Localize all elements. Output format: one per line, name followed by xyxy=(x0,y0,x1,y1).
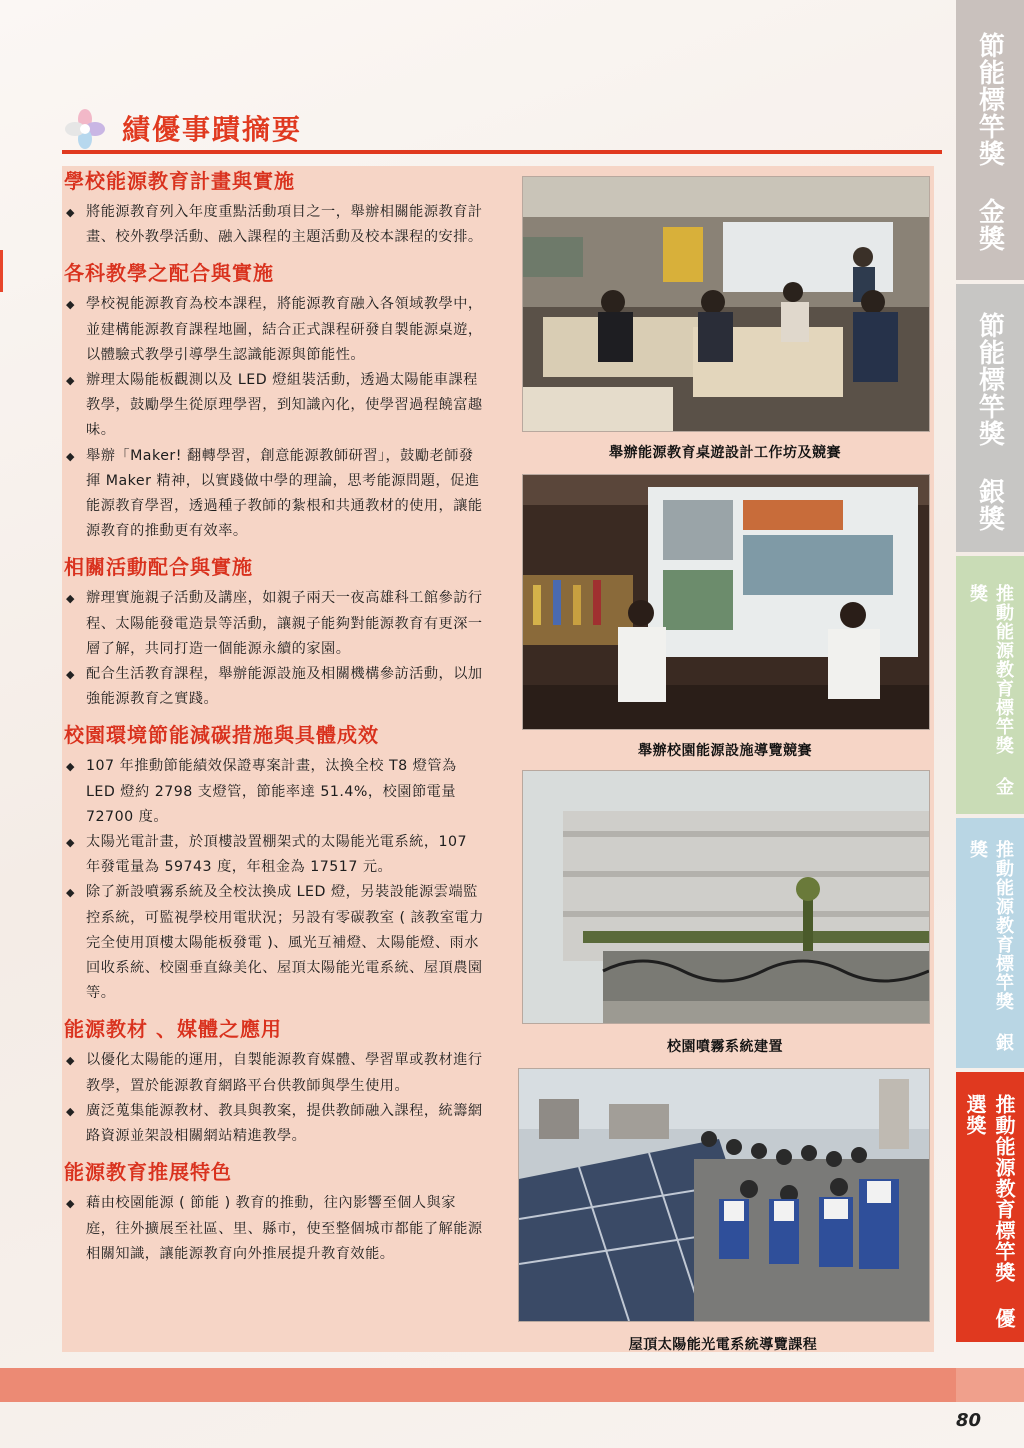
photo-mist-system xyxy=(522,770,930,1024)
bullet-list xyxy=(64,292,484,544)
achievements-text xyxy=(64,168,484,1277)
photo-presentation xyxy=(522,474,930,730)
section-title: 學校能源教育計畫與實施 xyxy=(64,169,295,193)
bullet-item: ◆ 舉辦「Maker! 翻轉學習，創意能源教師研習」，鼓勵老師發揮 Maker 精神，以實踐做中學的理論，思考能源問題，促進能源教育學習，透過種子教師的紮根和共通教材的使用，讓能源教育的推動更有效率。 xyxy=(64,444,484,545)
side-tab-label: 推動能源教育標竿獎 金獎 xyxy=(967,584,1014,796)
bullet-list xyxy=(64,1048,484,1149)
side-tab-education-benchmark-merit[interactable] xyxy=(956,1072,1024,1342)
side-tab-label: 節能標竿獎 銀獎 xyxy=(974,312,1005,532)
side-tab-education-benchmark-silver[interactable] xyxy=(956,818,1024,1068)
side-tab-label: 節能標竿獎 金獎 xyxy=(974,32,1005,252)
side-tab-energy-benchmark-gold[interactable] xyxy=(956,0,1024,280)
bullet-item: ◆ 配合生活教育課程，舉辦能源設施及相關機構參訪活動，以加強能源教育之實踐。 xyxy=(64,662,484,712)
footer-bar-accent xyxy=(0,1368,956,1402)
side-tab-energy-benchmark-silver[interactable] xyxy=(956,284,1024,552)
side-tab-label: 推動能源教育標竿獎 銀獎 xyxy=(967,840,1014,1052)
section-header xyxy=(62,100,942,158)
section-title: 能源教材 、媒體之應用 xyxy=(64,1017,282,1042)
photo-caption: 舉辦校園能源設施導覽競賽 xyxy=(638,743,812,759)
photo-caption: 舉辦能源教育桌遊設計工作坊及競賽 xyxy=(609,445,841,461)
bullet-item: ◆ 以優化太陽能的運用，自製能源教育媒體、學習單或教材進行教學，置於能源教育網路平台供教師與學生使用。 xyxy=(64,1048,484,1098)
edge-marker xyxy=(0,250,3,292)
photo-workshop xyxy=(522,176,930,432)
photo-caption: 屋頂太陽能光電系統導覽課程 xyxy=(628,1337,818,1353)
bullet-item: ◆ 廣泛蒐集能源教材、教具與教案，提供教師融入課程，統籌網路資源並架設相關網站精進教學。 xyxy=(64,1099,484,1149)
photo-caption: 校園噴霧系統建置 xyxy=(667,1039,783,1055)
bullet-item: ◆ 將能源教育列入年度重點活動項目之一，舉辦相關能源教育計畫、校外教學活動、融入課程的主題活動及校本課程的安排。 xyxy=(64,200,484,250)
flower-logo-icon xyxy=(62,106,108,152)
photo-rooftop-solar xyxy=(518,1068,930,1322)
section-title: 校園環境節能減碳措施與具體成效 xyxy=(64,723,379,748)
section-title: 各科教學之配合與實施 xyxy=(64,261,274,286)
page-title: 績優事蹟摘要 xyxy=(122,113,303,146)
page-number: 80 xyxy=(956,1410,982,1431)
section-title: 相關活動配合與實施 xyxy=(64,555,253,580)
bullet-list xyxy=(64,200,484,250)
bullet-item: ◆ 除了新設噴霧系統及全校汰換成 LED 燈，另裝設能源雲端監控系統，可監視學校用電狀況；另設有零碳教室 ( 該教室電力完全使用頂樓太陽能板發電 )、風光互補燈、太陽能燈、雨水回收系統、校園垂直綠美化、屋頂太陽能光電系統、屋頂農園等。 xyxy=(64,880,484,1006)
side-tab-label: 推動能源教育標竿獎 優選獎 xyxy=(963,1094,1016,1329)
title-underline xyxy=(62,150,942,154)
side-tab-education-benchmark-gold[interactable] xyxy=(956,556,1024,814)
bullet-list xyxy=(64,1191,484,1267)
bullet-item: ◆ 學校視能源教育為校本課程，將能源教育融入各領域教學中，並建構能源教育課程地圖，結合正式課程研發自製能源桌遊，以體驗式教學引導學生認識能源與節能性。 xyxy=(64,292,484,368)
bullet-list xyxy=(64,754,484,1006)
bullet-list xyxy=(64,586,484,712)
section-title: 能源教育推展特色 xyxy=(64,1160,232,1185)
bullet-item: ◆ 辦理太陽能板觀測以及 LED 燈組裝活動，透過太陽能車課程教學，鼓勵學生從原理學習，到知識內化，使學習過程饒富趣味。 xyxy=(64,368,484,444)
bullet-item: ◆ 太陽光電計畫，於頂樓設置棚架式的太陽能光電系統，107 年發電量為 59743 度，年租金為 17517 元。 xyxy=(64,830,484,880)
bullet-item: ◆ 107 年推動節能績效保證專案計畫，汰換全校 T8 燈管為 LED 燈約 2798 支燈管，節能率達 51.4%，校園節電量 72700 度。 xyxy=(64,754,484,830)
bullet-item: ◆ 藉由校園能源 ( 節能 ) 教育的推動，往內影響至個人與家庭，往外擴展至社區、里、縣市，使至整個城市都能了解能源相關知識，讓能源教育向外推展提升教育效能。 xyxy=(64,1191,484,1267)
bullet-item: ◆ 辦理實施親子活動及講座，如親子兩天一夜高雄科工館參訪行程、太陽能發電造景等活動，讓親子能夠對能源教育有更深一層了解，共同打造一個能源永續的家園。 xyxy=(64,586,484,662)
